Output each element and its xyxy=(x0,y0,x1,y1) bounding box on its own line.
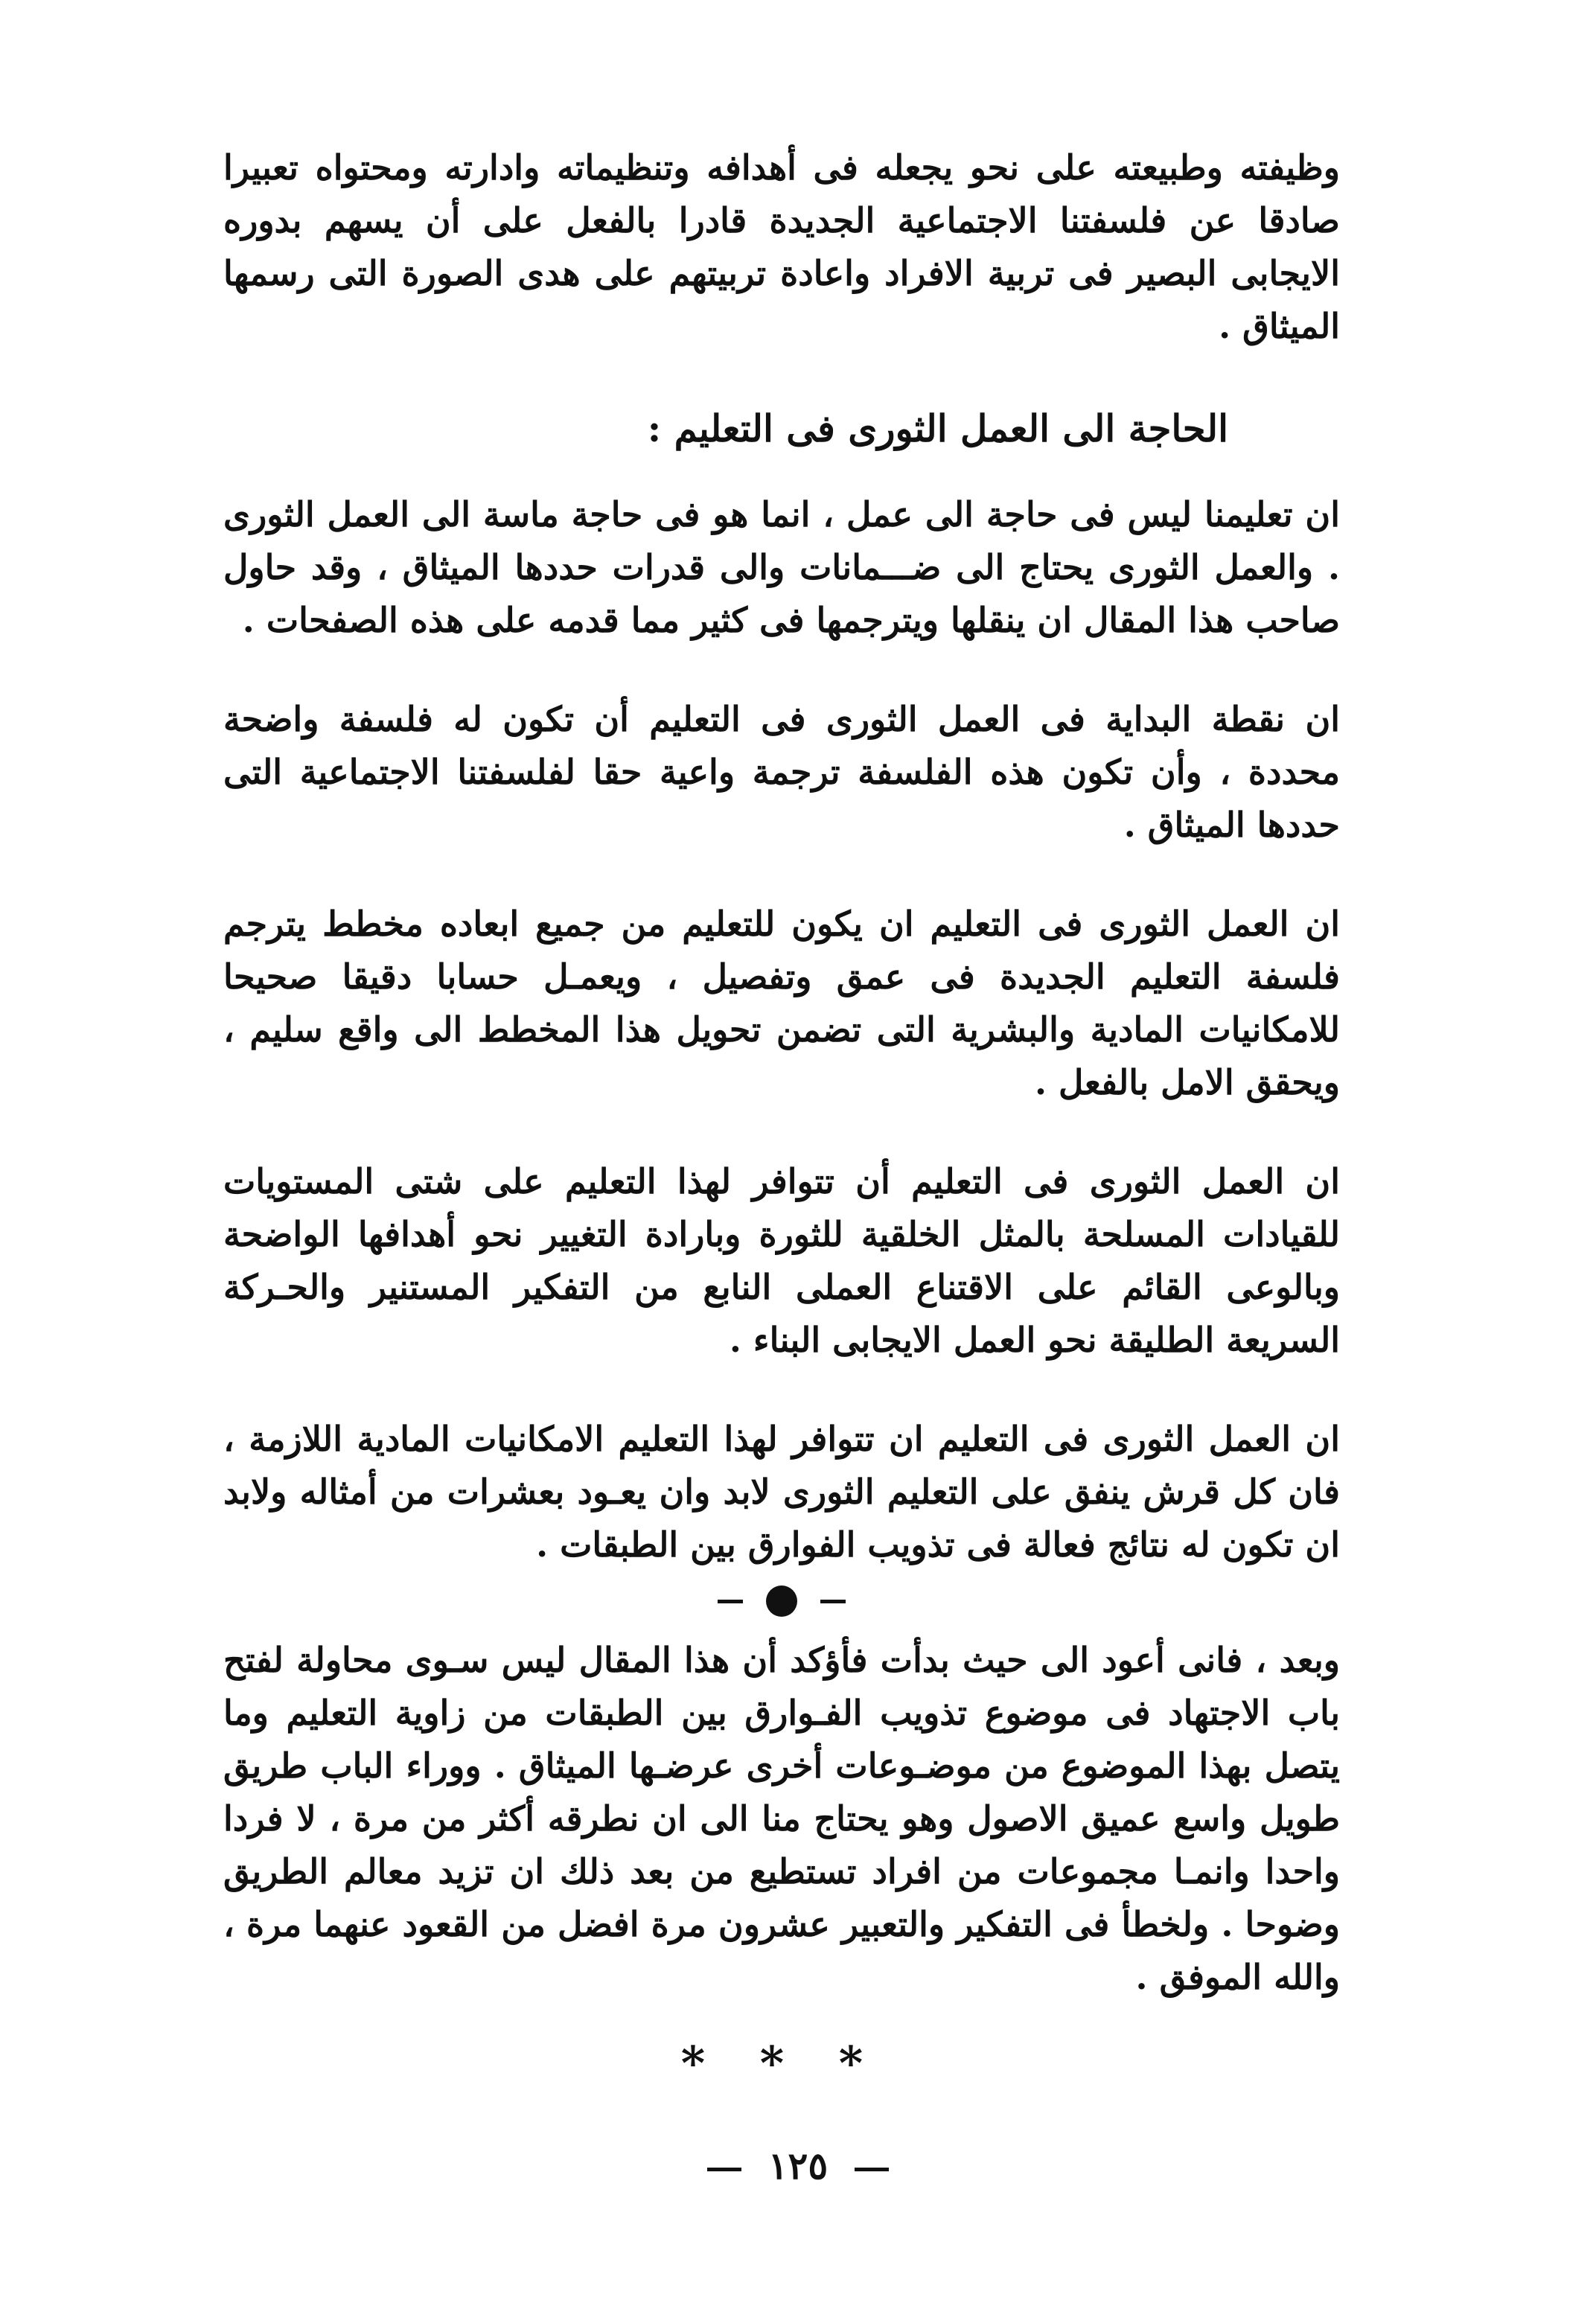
spacer xyxy=(223,353,1340,399)
paragraph-2: ان نقطة البداية فى العمل الثورى فى التعليم أن تكون له فلسفة واضحة محددة ، وأن تكون هذه الفلسفة ترجمة واعية حقا لفلسفتنا الاجتماعية التى حددها الميثاق . xyxy=(223,699,1340,845)
divider-dash xyxy=(718,1600,743,1603)
spacer xyxy=(223,852,1340,898)
paragraph-intro: وظيفته وطبيعته على نحو يجعله فى أهدافه وتنظيماته وادارته ومحتواه تعبيرا صادقا عن فلسفتنا الاجتماعية الجديدة قادرا بالفعل على أن يسهم بدوره الايجابى البصير فى تربية الافراد واعادة تربيتهم على هدى الصورة التى رسمها الميثاق . xyxy=(223,147,1340,346)
page-number-dash xyxy=(707,2168,741,2171)
paragraph-5: ان العمل الثورى فى التعليم ان تتوافر لهذا التعليم الامكانيات المادية اللازمة ، فان كل قرش ينفق على التعليم الثورى لابد وان يعـود بعشرات من أمثاله ولابد ان تكون له نتائج فعالة فى تذويب الفوارق بين الطبقات . xyxy=(223,1419,1340,1565)
section-divider xyxy=(223,1576,1340,1620)
paragraph-3: ان العمل الثورى فى التعليم ان يكون للتعليم من جميع ابعاده مخطط يترجم فلسفة التعليم الجديدة فى عمق وتفصيل ، ويعمـل حسابا دقيقا صحيحا للامكانيات المادية والبشرية التى تضمن تحويل هذا المخطط الى واقع سليم ، ويحقق الامل بالفعل . xyxy=(223,904,1340,1102)
stars-ornament: * * * xyxy=(680,2036,883,2090)
document-page xyxy=(223,141,1340,2093)
divider-dot-icon xyxy=(766,1585,797,1617)
section-heading: الحاجة الى العمل الثورى فى التعليم : xyxy=(647,406,1228,450)
divider-dash xyxy=(820,1600,846,1603)
page-number-dash xyxy=(855,2168,889,2171)
page-number-footer xyxy=(0,2144,1596,2188)
paragraph-1: ان تعليمنا ليس فى حاجة الى عمل ، انما هو فى حاجة ماسة الى العمل الثورى . والعمل الثورى يحتاج الى ضـــمانات والى قدرات حددها الميثاق ، وقد حاول صاحب هذا المقال ان ينقلها ويترجمها فى كثير مما قدمه على هذه الصفحات . xyxy=(223,494,1340,640)
spacer xyxy=(223,1367,1340,1413)
spacer xyxy=(223,1109,1340,1155)
paragraph-conclusion: وبعد ، فانى أعود الى حيث بدأت فأؤكد أن هذا المقال ليس سـوى محاولة لفتح باب الاجتهاد فى موضوع تذويب الفـوارق بين الطبقات من زاوية التعليم وما يتصل بهذا الموضوع من موضـوعات أخرى عرضـها الميثاق . ووراء الباب طريق طويل واسع عميق الاصول وهو يحتاج منا الى ان نطرقه أكثر من مرة ، لا فردا واحدا وانمـا مجموعات من افراد تستطيع من بعد ذلك ان تزيد معالم الطريق وضوحا . ولخطأ فى التفكير والتعبير عشرون مرة افضل من القعود عنهما مرة ، والله الموفق . xyxy=(223,1640,1340,1997)
page-number: ١٢٥ xyxy=(767,2144,829,2188)
paragraph-4: ان العمل الثورى فى التعليم أن تتوافر لهذا التعليم على شتى المستويات للقيادات المسلحة بالمثل الخلقية للثورة وبارادة التغيير نحو أهدافها الواضحة وبالوعى القائم على الاقتناع العملى النابع من التفكير المستنير والحـركة السريعة الطليقة نحو العمل الايجابى البناء . xyxy=(223,1161,1340,1360)
spacer xyxy=(223,459,1340,488)
spacer xyxy=(223,647,1340,693)
